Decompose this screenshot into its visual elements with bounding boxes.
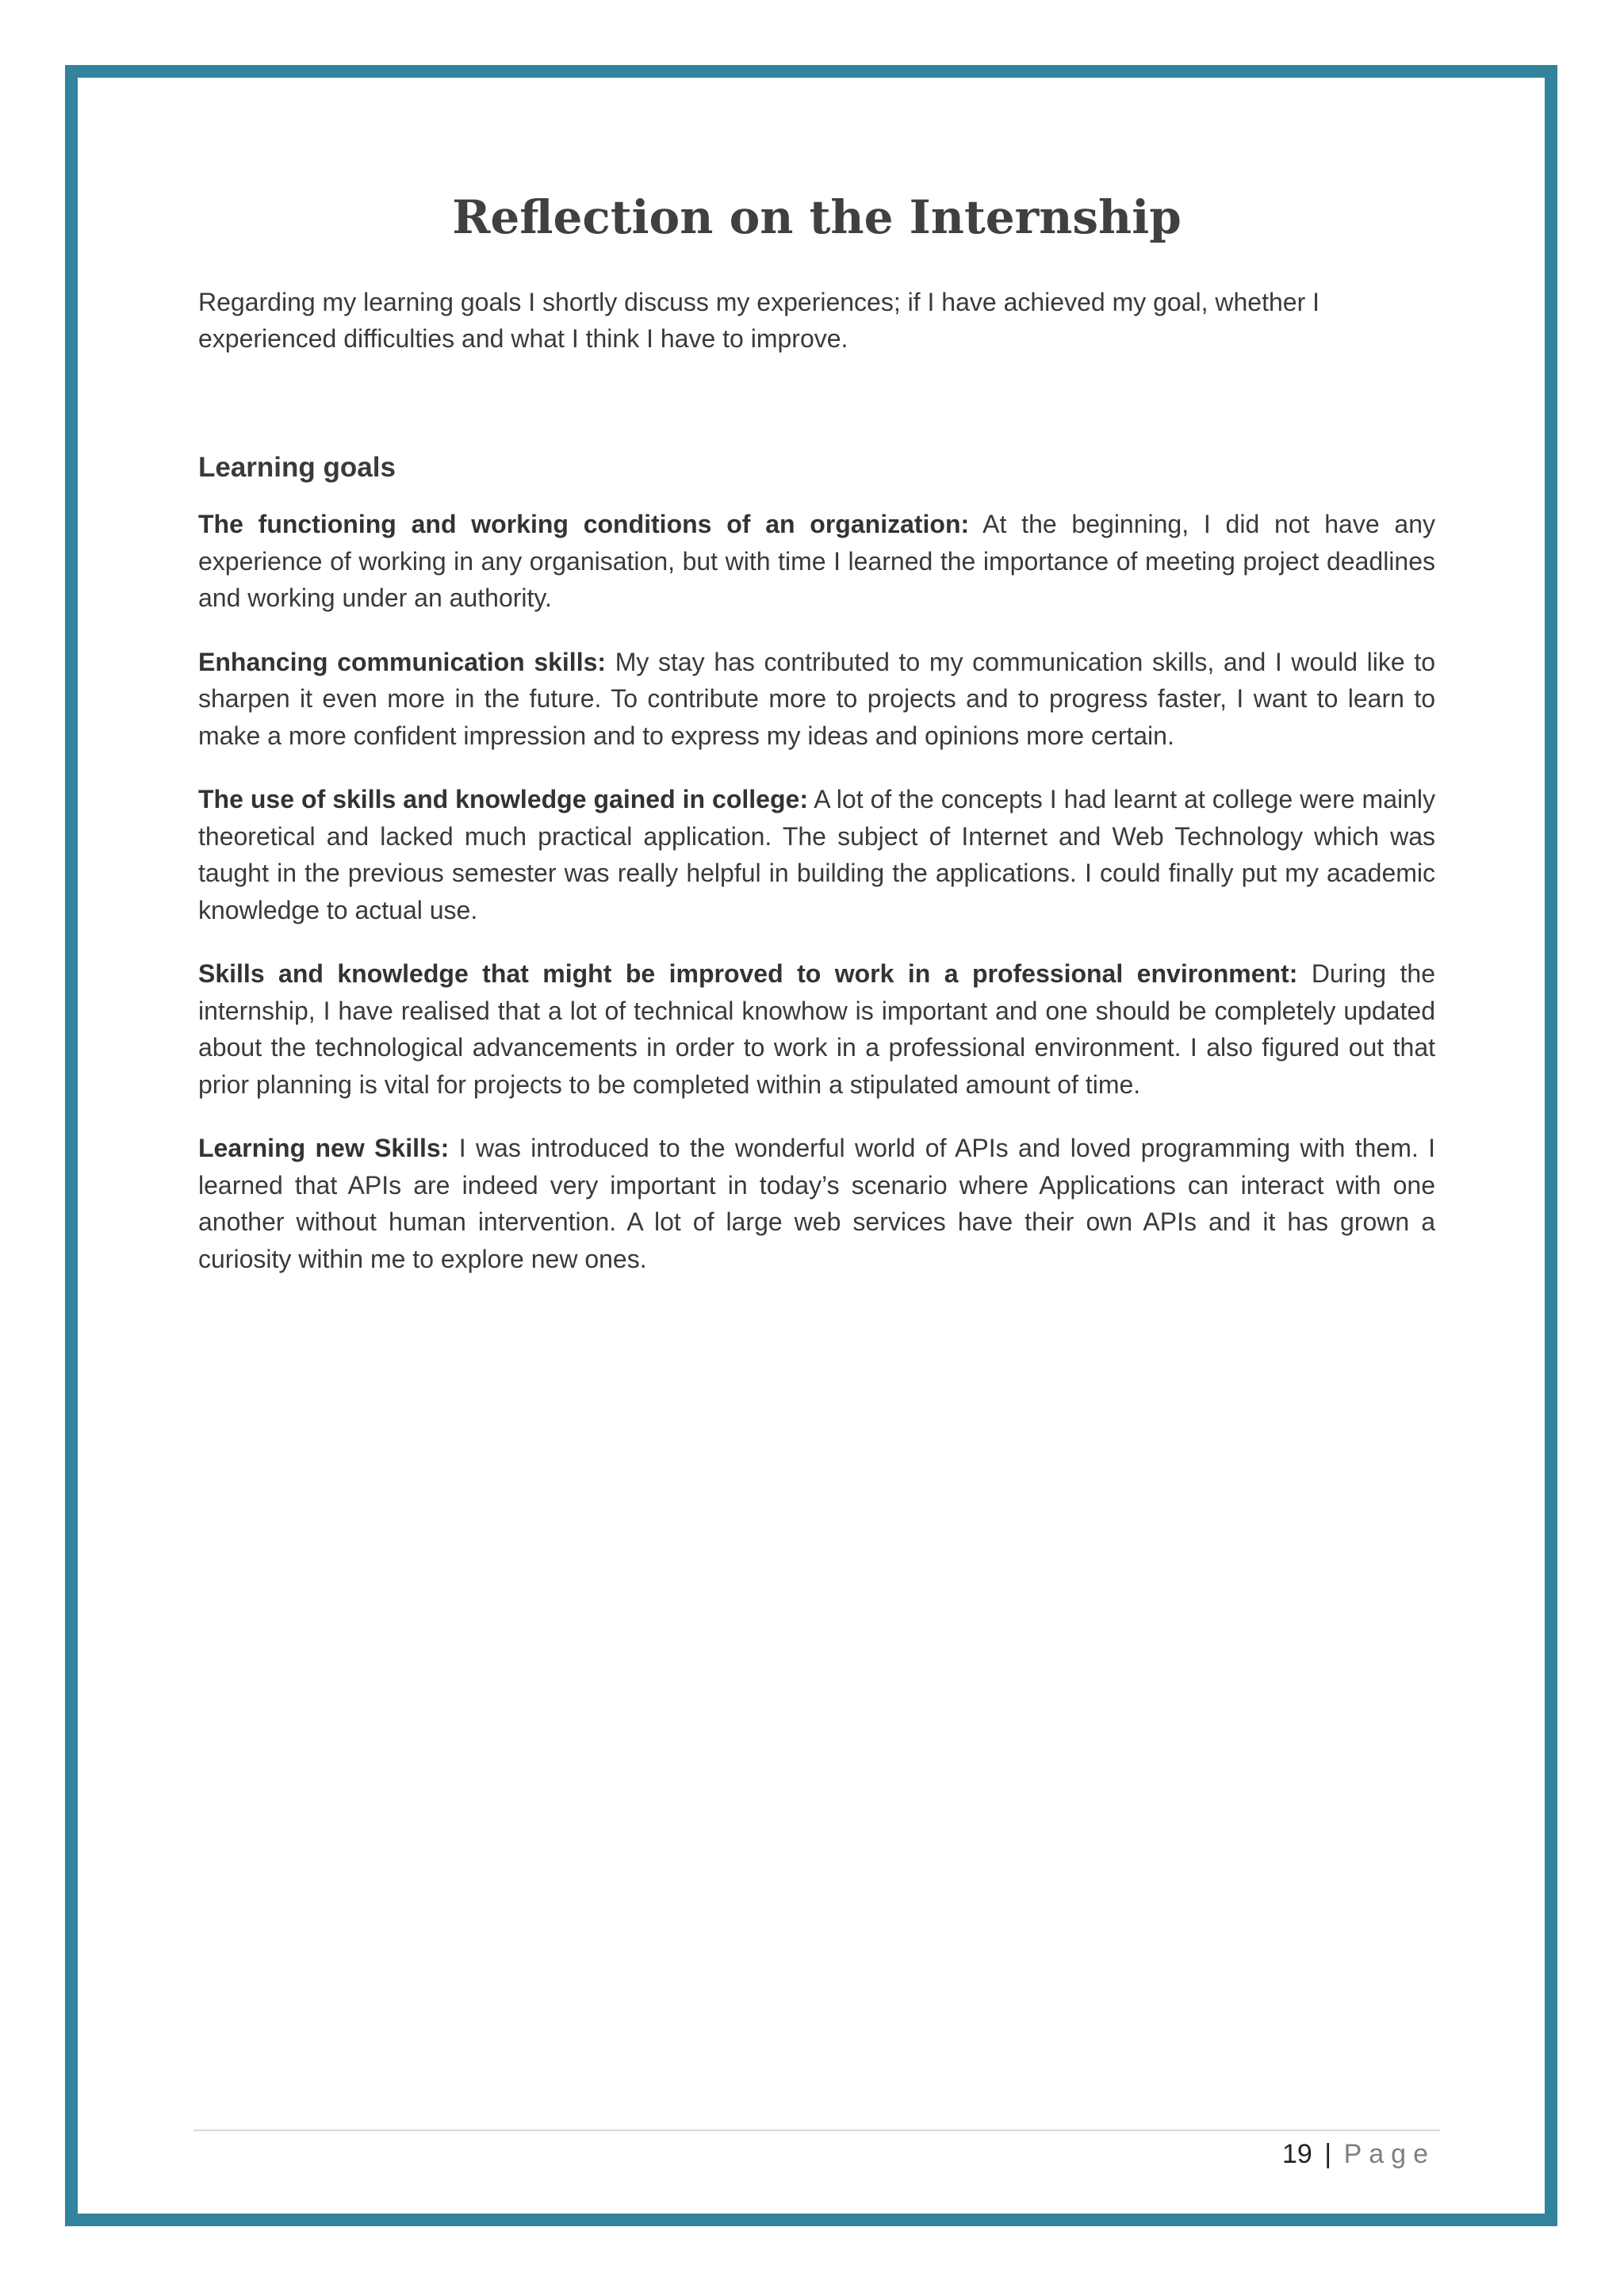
paragraph-lead: Skills and knowledge that might be improved to work in a professional environment:: [198, 959, 1298, 988]
footer-divider: [193, 2130, 1440, 2131]
page-footer: [1282, 2139, 1435, 2170]
paragraph-lead: The functioning and working conditions of an organization:: [198, 510, 970, 538]
page-number: 19: [1282, 2139, 1312, 2169]
paragraph-new-skills: [198, 1130, 1435, 1277]
section-heading-learning-goals: Learning goals: [198, 452, 396, 483]
paragraph-lead: Enhancing communication skills:: [198, 647, 607, 676]
paragraph-lead: The use of skills and knowledge gained in college:: [198, 785, 808, 813]
footer-separator: |: [1324, 2139, 1332, 2169]
paragraph-text: At the beginning, I did not have any experience of working in any organisation, but with time I learned the importance of meeting project deadlines and working under an authority.: [198, 510, 1435, 612]
page-label: Page: [1343, 2139, 1435, 2169]
paragraph-professional-environment: [198, 955, 1435, 1103]
document-body: [198, 190, 1435, 1304]
paragraph-organization-conditions: [198, 506, 1435, 617]
paragraph-text: A lot of the concepts I had learnt at college were mainly theoretical and lacked much practical application. The subject of Internet and Web Technology which was taught in the previous semester was really helpful in building the applications. I could finally put my academic knowledge to actual use.: [198, 785, 1436, 924]
paragraph-college-knowledge: [198, 781, 1435, 928]
paragraph-communication-skills: [198, 644, 1435, 755]
page-title: Reflection on the Internship: [452, 190, 1182, 244]
paragraph-lead: Learning new Skills:: [198, 1134, 450, 1162]
paragraph-text: My stay has contributed to my communication skills, and I would like to sharpen it even more in the future. To contribute more to projects and to progress faster, I want to learn to make a more confident impression and to express my ideas and opinions more certain.: [198, 647, 1436, 750]
paragraph-text: I was introduced to the wonderful world of APIs and loved programming with them. I learned that APIs are indeed very important in today’s scenario where Applications can interact with one another without human intervention. A lot of large web services have their own APIs and it has grown a curiosity within me to explore new ones.: [198, 1134, 1436, 1273]
intro-paragraph: Regarding my learning goals I shortly discuss my experiences; if I have achieved my goal, whether I experienced difficulties and what I think I have to improve.: [198, 288, 1320, 353]
paragraph-text: During the internship, I have realised that a lot of technical knowhow is important and one should be completely updated about the technological advancements in order to work in a professional environment. I also figured out that prior planning is vital for projects to be completed within a stipulated amount of time.: [198, 959, 1436, 1099]
